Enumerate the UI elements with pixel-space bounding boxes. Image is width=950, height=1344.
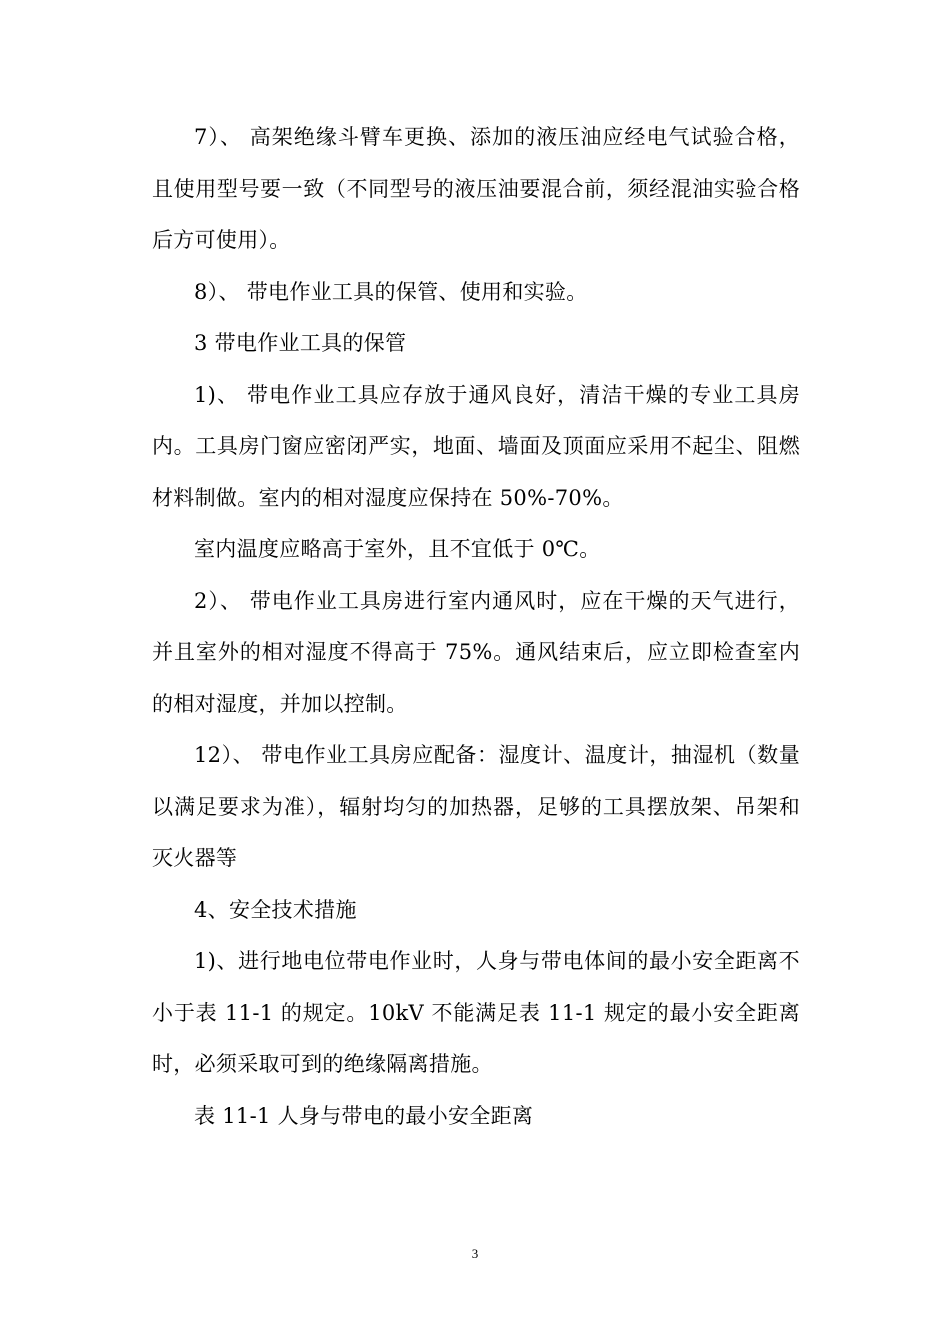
- section-heading-safety-measures: 4、安全技术措施: [194, 897, 357, 922]
- paragraph-room-equipment: 12）、 带电作业工具房应配备：湿度计、温度计，抽湿机（数量以满足要求为准），辐射均匀的加热器，足够的工具摆放架、吊架和灭火器等: [152, 743, 800, 870]
- paragraph-room-temperature: 室内温度应略高于室外，且不宜低于 0℃。: [194, 537, 601, 561]
- paragraph-hydraulic-oil: 7）、 高架绝缘斗臂车更换、添加的液压油应经电气试验合格，且使用型号要一致（不同型号的液压油要混合前，须经混油实验合格后方可使用）。: [152, 125, 800, 252]
- table-caption: 表 11-1 人身与带电的最小安全距离: [194, 1103, 534, 1128]
- paragraph-tool-storage-usage: 8）、 带电作业工具的保管、使用和实验。: [194, 279, 588, 304]
- paragraph-room-ventilation: 2）、 带电作业工具房进行室内通风时，应在干燥的天气进行，并且室外的相对湿度不得高于 75%。通风结束后，应立即检查室内的相对湿度，并加以控制。: [152, 588, 800, 716]
- section-heading-tool-storage: 3 带电作业工具的保管: [194, 331, 407, 355]
- paragraph-minimum-safe-distance: 1)、进行地电位带电作业时，人身与带电体间的最小安全距离不小于表 11-1 的规定。10kV 不能满足表 11-1 规定的最小安全距离时，必须采取可到的绝缘隔离措施。: [152, 949, 800, 1076]
- document-body: [152, 112, 800, 1142]
- page-number: 3: [471, 1246, 479, 1261]
- paragraph-tool-room-conditions: 1)、 带电作业工具应存放于通风良好，清洁干燥的专业工具房内。工具房门窗应密闭严实，地面、墙面及顶面应采用不起尘、阻燃材料制做。室内的相对湿度应保持在 50%-70%。: [152, 382, 800, 510]
